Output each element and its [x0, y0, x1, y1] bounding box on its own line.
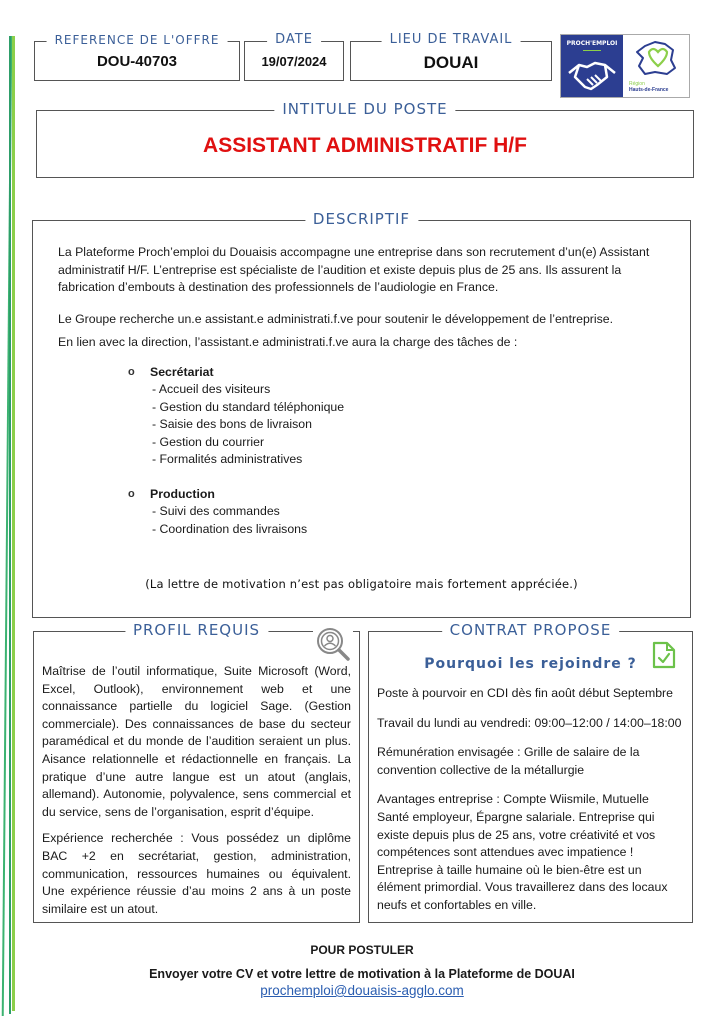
location-label: LIEU DE TRAVAIL — [382, 32, 521, 47]
circle-bullet-icon: o — [128, 487, 135, 500]
task-item: - Coordination des livraisons — [152, 521, 308, 536]
profile-paragraph: Expérience recherchée : Vous possédez un diplôme BAC +2 en secrétariat, gestion, administration, communication, ressources humaines ou équivalent. Une expérience réussie d’au moins 2 ans à un poste similaire est un atout. — [42, 831, 351, 916]
task-item: - Accueil des visiteurs — [152, 382, 271, 396]
contract-body — [377, 685, 684, 927]
reference-label: REFERENCE DE L'OFFRE — [47, 33, 228, 47]
circle-bullet-icon: o — [128, 365, 135, 378]
task-item: - Gestion du courrier — [152, 434, 265, 449]
reference-value: DOU-40703 — [96, 53, 178, 70]
contract-paragraph: Poste à pourvoir en CDI dès fin août début Septembre — [377, 686, 673, 700]
contract-paragraph: Rémunération envisagée : Grille de salaire de la convention collective de la métallurgie — [377, 745, 640, 777]
date-label: DATE — [267, 32, 321, 47]
decorative-green-line — [12, 36, 15, 1011]
required-profile-box — [33, 621, 360, 923]
job-title-label: INTITULE DU POSTE — [274, 100, 455, 118]
contract-paragraph: Avantages entreprise : Compte Wiismile, Mutuelle Santé employeur, Épargne salariale. Entreprise qui existe depuis plus de 25 ans, votre créativité et vos compétences sont attendues avec impatience ! Entreprise à taille humaine où le bien-être est un élément primordial. Vous travaillerez dans des locaux neufs et confortables en ville. — [377, 792, 668, 912]
apply-heading: POUR POSTULER — [310, 943, 414, 957]
description-box — [32, 210, 691, 618]
date-value: 19/07/2024 — [261, 54, 327, 69]
task-group-title: Secrétariat — [150, 364, 214, 379]
task-group-heading — [128, 364, 670, 382]
task-item: - Suivi des commandes — [152, 504, 280, 518]
description-paragraph: Le Groupe recherche un.e assistant.e administrati.f.ve pour soutenir le développement de l’entreprise. — [58, 311, 614, 326]
contract-box — [368, 621, 693, 923]
contract-label: CONTRAT PROPOSE — [442, 621, 620, 639]
date-box — [244, 32, 344, 81]
task-item: - Saisie des bons de livraison — [152, 417, 312, 431]
contract-paragraph: Travail du lundi au vendredi: 09:00–12:00 / 14:00–18:00 — [377, 715, 682, 730]
prochemploi-logo — [561, 35, 623, 97]
profile-paragraph: Maîtrise de l’outil informatique, Suite Microsoft (Word, Excel, Outlook), environnement web et une connaissance partielle du logiciel Sage. (Gestion commerciale). Des connaissances de base du secteur paramédical et du monde de l’audition seraient un plus. Aisance relationnelle et rédactionnelle en français. La pratique d’une autre langue est un atout (anglais, allemand). Autonomie, polyvalence, sens commercial et du service, sens de l’organisation, esprit d’équipe. — [42, 664, 351, 819]
handshake-icon — [567, 55, 617, 95]
task-group-secretariat — [128, 364, 670, 469]
job-title: ASSISTANT ADMINISTRATIF H/F — [203, 134, 527, 157]
decorative-green-line — [9, 36, 11, 1014]
task-item: - Gestion du standard téléphonique — [152, 399, 345, 414]
region-name — [629, 81, 668, 93]
task-group-title: Production — [150, 486, 215, 501]
location-value: DOUAI — [423, 53, 479, 72]
task-group-production — [128, 486, 670, 539]
description-paragraph: En lien avec la direction, l’assistant.e administrati.f.ve aura la charge des tâches de : — [58, 335, 518, 349]
apply-email-link[interactable]: prochemploi@douaisis-agglo.com — [260, 983, 464, 998]
required-profile-body — [42, 663, 351, 927]
prochemploi-region-logo — [560, 34, 690, 98]
task-item: - Formalités administratives — [152, 452, 303, 466]
description-body — [58, 244, 670, 538]
description-label: DESCRIPTIF — [305, 210, 418, 228]
region-prefix: Région — [629, 81, 645, 87]
france-heart-map-icon — [631, 38, 681, 78]
job-title-box — [36, 100, 694, 178]
search-person-icon — [313, 624, 353, 664]
reference-box — [34, 33, 240, 81]
logo-brand-text: PROCH'EMPLOI — [566, 40, 618, 47]
apply-instructions: Envoyer votre CV et votre lettre de motivation à la Plateforme de DOUAI — [149, 967, 575, 981]
apply-email-container — [0, 983, 724, 998]
motivation-letter-note: (La lettre de motivation n’est pas obligatoire mais fortement appréciée.) — [145, 577, 578, 591]
location-box — [350, 32, 552, 81]
region-logo — [623, 35, 689, 97]
required-profile-label: PROFIL REQUIS — [125, 621, 268, 639]
document-check-icon — [651, 640, 677, 670]
description-paragraph: La Plateforme Proch’emploi du Douaisis accompagne une entreprise dans son recrutement d’un(e) Assistant administratif H/F. L’entreprise est spécialiste de l’audition et existe depuis plus de 25 ans. Ils assurent la fabrication d’embouts à destination des professionnels de l’audiologie en France. — [58, 245, 650, 294]
logo-divider — [583, 50, 601, 51]
contract-subtitle: Pourquoi les rejoindre ? — [424, 656, 637, 672]
region-label: Hauts-de-France — [629, 87, 669, 93]
task-group-heading — [128, 486, 670, 504]
